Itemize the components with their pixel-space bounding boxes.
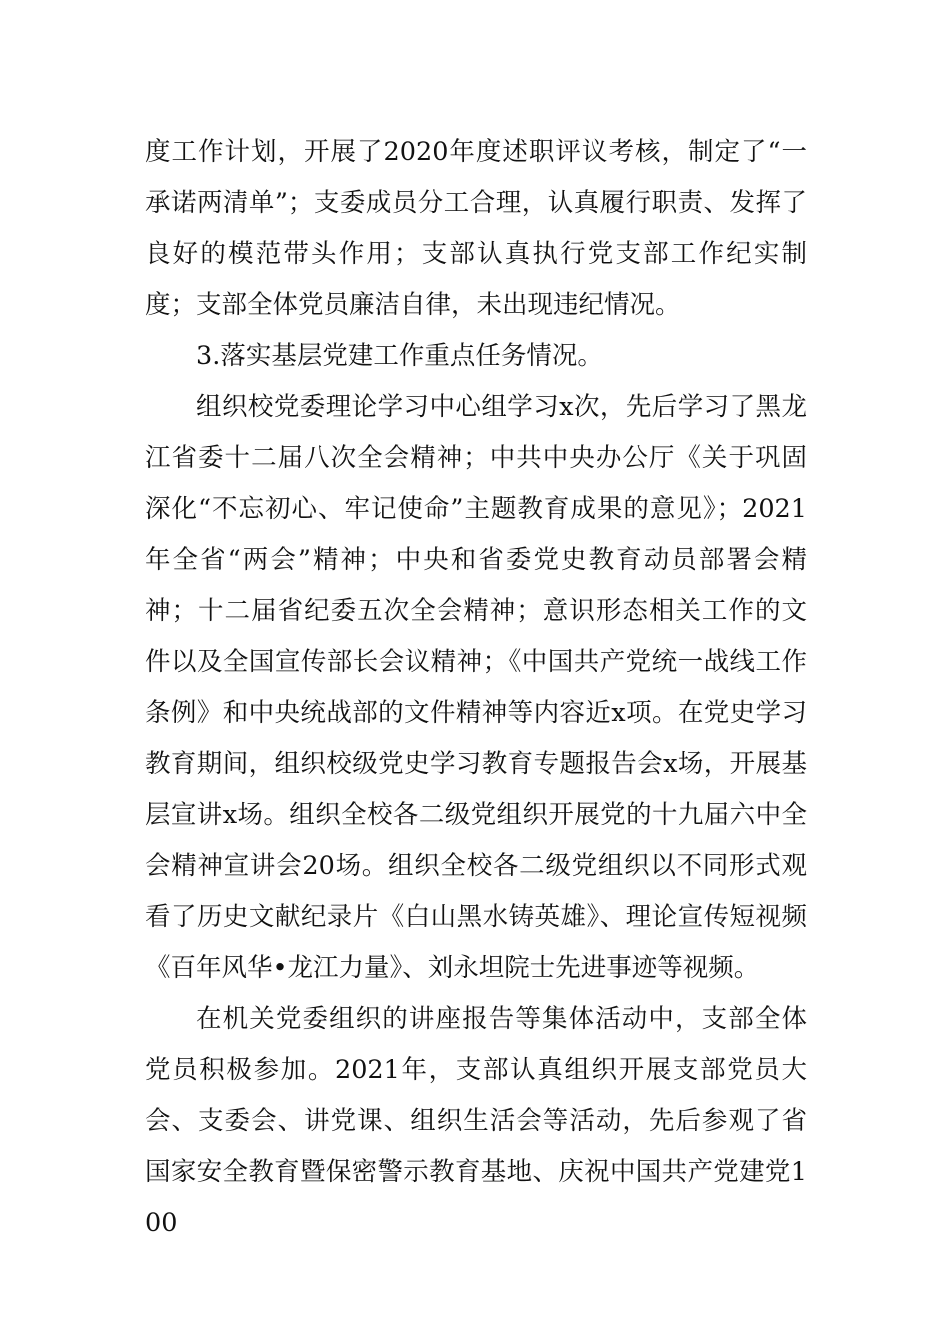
document-body (145, 127, 807, 1249)
paragraph-work-plan: 度工作计划，开展了2020年度述职评议考核，制定了“一承诺两清单”；支委成员分工合理，认真履行职责、发挥了良好的模范带头作用；支部认真执行党支部工作纪实制度；支部全体党员廉洁自律，未出现违纪情况。 (145, 137, 807, 320)
paragraph-collective-activities: 在机关党委组织的讲座报告等集体活动中，支部全体党员积极参加。2021年，支部认真组织开展支部党员大会、支委会、讲党课、组织生活会等活动，先后参观了省国家安全教育暨保密警示教育基地、庆祝中国共产党建党100 (145, 1004, 807, 1238)
paragraph-study-activities: 组织校党委理论学习中心组学习x次，先后学习了黑龙江省委十二届八次全会精神；中共中央办公厅《关于巩固深化“不忘初心、牢记使命”主题教育成果的意见》；2021年全省“两会”精神；中央和省委党史教育动员部署会精神；十二届省纪委五次全会精神；意识形态相关工作的文件以及全国宣传部长会议精神；《中国共产党统一战线工作条例》和中央统战部的文件精神等内容近x项。在党史学习教育期间，组织校级党史学习教育专题报告会x场，开展基层宣讲x场。组织全校各二级党组织开展党的十九届六中全会精神宣讲会20场。组织全校各二级党组织以不同形式观看了历史文献纪录片《白山黑水铸英雄》、理论宣传短视频《百年风华•龙江力量》、刘永坦院士先进事迹等视频。 (145, 392, 807, 983)
section-heading-key-tasks: 3.落实基层党建工作重点任务情况。 (196, 341, 603, 371)
